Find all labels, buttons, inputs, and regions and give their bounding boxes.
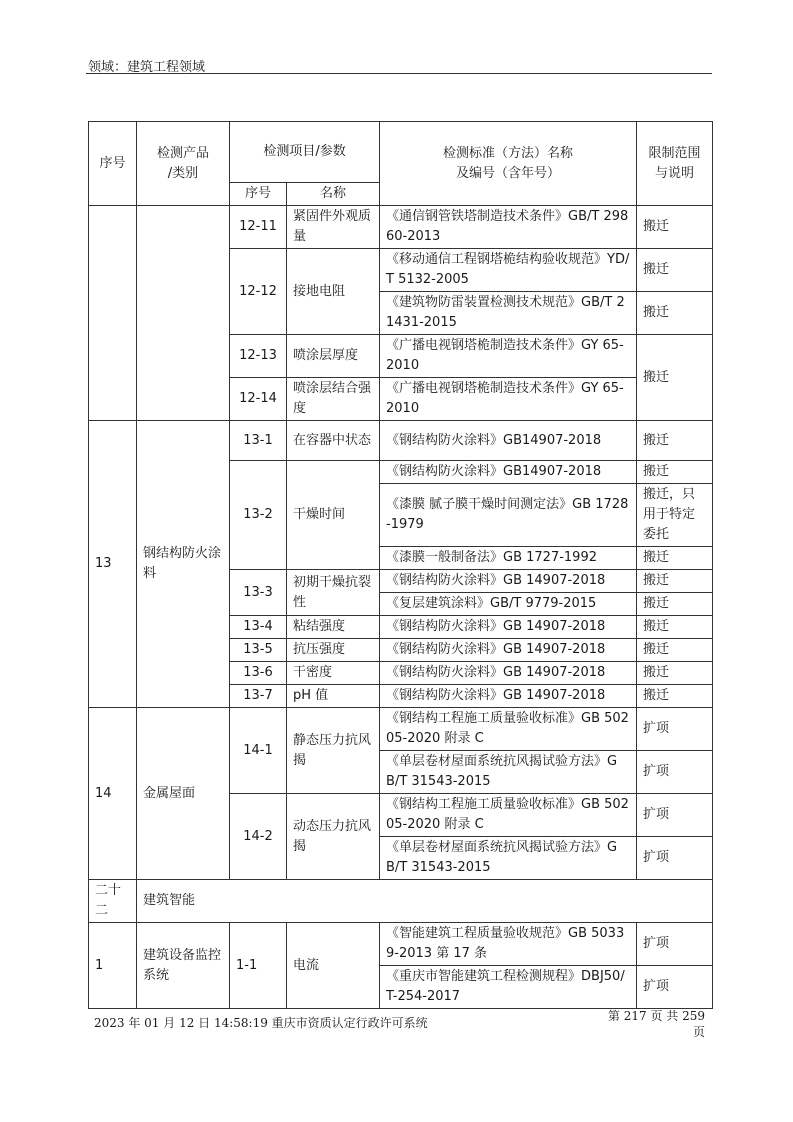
- item-limit: 搬迁: [637, 335, 713, 421]
- item-limit: 搬迁: [637, 421, 713, 461]
- item-limit: 搬迁: [637, 206, 713, 249]
- col-header-item-group: 检测项目/参数: [230, 122, 380, 183]
- footer-timestamp: 2023 年 01 月 12 日 14:58:19 重庆市资质认定行政许可系统: [94, 1016, 428, 1030]
- item-standard: 《复层建筑涂料》GB/T 9779-2015: [380, 593, 637, 616]
- item-standard: 《钢结构防火涂料》GB14907-2018: [380, 421, 637, 461]
- item-seq: 13-5: [230, 639, 287, 662]
- item-name: 紧固件外观质量: [287, 206, 380, 249]
- item-standard: 《钢结构防火涂料》GB 14907-2018: [380, 685, 637, 708]
- item-standard: 《智能建筑工程质量验收规范》GB 50339-2013 第 17 条: [380, 923, 637, 966]
- item-standard: 《钢结构防火涂料》GB 14907-2018: [380, 662, 637, 685]
- col-header-product: 检测产品 /类别: [137, 122, 230, 206]
- item-standard: 《单层卷材屋面系统抗风揭试验方法》GB/T 31543-2015: [380, 837, 637, 880]
- item-name: pH 值: [287, 685, 380, 708]
- item-standard: 《广播电视钢塔桅制造技术条件》GY 65-2010: [380, 335, 637, 378]
- item-seq: 12-14: [230, 378, 287, 421]
- item-limit: 扩项: [637, 708, 713, 751]
- item-limit: 搬迁: [637, 616, 713, 639]
- group-seq: 14: [89, 708, 137, 880]
- table-row: [89, 206, 713, 249]
- group-product: 钢结构防火涂料: [137, 421, 230, 708]
- item-standard: 《钢结构工程施工质量验收标准》GB 50205-2020 附录 C: [380, 708, 637, 751]
- item-standard: 《钢结构防火涂料》GB 14907-2018: [380, 570, 637, 593]
- group-seq-cell: [89, 206, 137, 421]
- item-seq: 12-12: [230, 249, 287, 335]
- group-seq: 13: [89, 421, 137, 708]
- item-standard: 《单层卷材屋面系统抗风揭试验方法》GB/T 31543-2015: [380, 751, 637, 794]
- group-seq: 1: [89, 923, 137, 1009]
- col-header-item-seq: 序号: [230, 183, 287, 206]
- header-row: [89, 122, 713, 183]
- item-limit: 扩项: [637, 923, 713, 966]
- item-seq: 13-4: [230, 616, 287, 639]
- item-limit: 搬迁: [637, 292, 713, 335]
- item-standard: 《广播电视钢塔桅制造技术条件》GY 65-2010: [380, 378, 637, 421]
- item-name: 抗压强度: [287, 639, 380, 662]
- item-standard: 《钢结构防火涂料》GB 14907-2018: [380, 616, 637, 639]
- item-seq: 12-11: [230, 206, 287, 249]
- inspection-table: [88, 121, 713, 1009]
- item-limit: 搬迁: [637, 547, 713, 570]
- footer-page-number: 第 217 页 共 259 页: [607, 1009, 705, 1039]
- item-name: 喷涂层厚度: [287, 335, 380, 378]
- item-standard: 《漆膜一般制备法》GB 1727-1992: [380, 547, 637, 570]
- item-standard: 《通信钢管铁塔制造技术条件》GB/T 29860-2013: [380, 206, 637, 249]
- header-divider: [86, 73, 712, 74]
- item-name: 动态压力抗风揭: [287, 794, 380, 880]
- item-standard: 《漆膜 腻子膜干燥时间测定法》GB 1728-1979: [380, 484, 637, 547]
- item-name: 在容器中状态: [287, 421, 380, 461]
- group-product: 金属屋面: [137, 708, 230, 880]
- group-product-cell: [137, 206, 230, 421]
- item-limit: 扩项: [637, 794, 713, 837]
- item-standard: 《钢结构防火涂料》GB 14907-2018: [380, 639, 637, 662]
- item-standard: 《钢结构工程施工质量验收标准》GB 50205-2020 附录 C: [380, 794, 637, 837]
- item-limit: 搬迁，只用于特定委托: [637, 484, 713, 547]
- item-limit: 搬迁: [637, 662, 713, 685]
- section-seq: 二十二: [89, 880, 137, 923]
- item-standard: 《钢结构防火涂料》GB14907-2018: [380, 461, 637, 484]
- item-seq: 14-2: [230, 794, 287, 880]
- item-seq: 13-2: [230, 461, 287, 570]
- col-header-seq: 序号: [89, 122, 137, 206]
- item-name: 干密度: [287, 662, 380, 685]
- item-limit: 搬迁: [637, 249, 713, 292]
- item-standard: 《重庆市智能建筑工程检测规程》DBJ50/T-254-2017: [380, 966, 637, 1009]
- item-standard: 《建筑物防雷装置检测技术规范》GB/T 21431-2015: [380, 292, 637, 335]
- item-limit: 搬迁: [637, 593, 713, 616]
- item-limit: 扩项: [637, 966, 713, 1009]
- table-row: [89, 421, 713, 461]
- col-header-standard: 检测标准（方法）名称 及编号（含年号）: [380, 122, 637, 206]
- item-name: 初期干燥抗裂性: [287, 570, 380, 616]
- item-seq: 12-13: [230, 335, 287, 378]
- item-limit: 搬迁: [637, 461, 713, 484]
- item-limit: 搬迁: [637, 639, 713, 662]
- table-row: [89, 708, 713, 751]
- col-header-item-name: 名称: [287, 183, 380, 206]
- item-name: 粘结强度: [287, 616, 380, 639]
- item-limit: 搬迁: [637, 685, 713, 708]
- item-name: 电流: [287, 923, 380, 1009]
- item-name: 接地电阻: [287, 249, 380, 335]
- section-row: [89, 880, 713, 923]
- item-limit: 扩项: [637, 837, 713, 880]
- item-name: 干燥时间: [287, 461, 380, 570]
- domain-label: 领域：建筑工程领域: [88, 60, 206, 75]
- col-header-limit: 限制范围 与说明: [637, 122, 713, 206]
- section-title: 建筑智能: [137, 880, 713, 923]
- group-product: 建筑设备监控系统: [137, 923, 230, 1009]
- item-name: 静态压力抗风揭: [287, 708, 380, 794]
- table-row: [89, 923, 713, 966]
- item-seq: 13-3: [230, 570, 287, 616]
- item-seq: 13-6: [230, 662, 287, 685]
- item-seq: 13-7: [230, 685, 287, 708]
- item-limit: 扩项: [637, 751, 713, 794]
- item-limit: 搬迁: [637, 570, 713, 593]
- item-seq: 14-1: [230, 708, 287, 794]
- item-seq: 13-1: [230, 421, 287, 461]
- item-seq: 1-1: [230, 923, 287, 1009]
- item-standard: 《移动通信工程钢塔桅结构验收规范》YD/T 5132-2005: [380, 249, 637, 292]
- item-name: 喷涂层结合强度: [287, 378, 380, 421]
